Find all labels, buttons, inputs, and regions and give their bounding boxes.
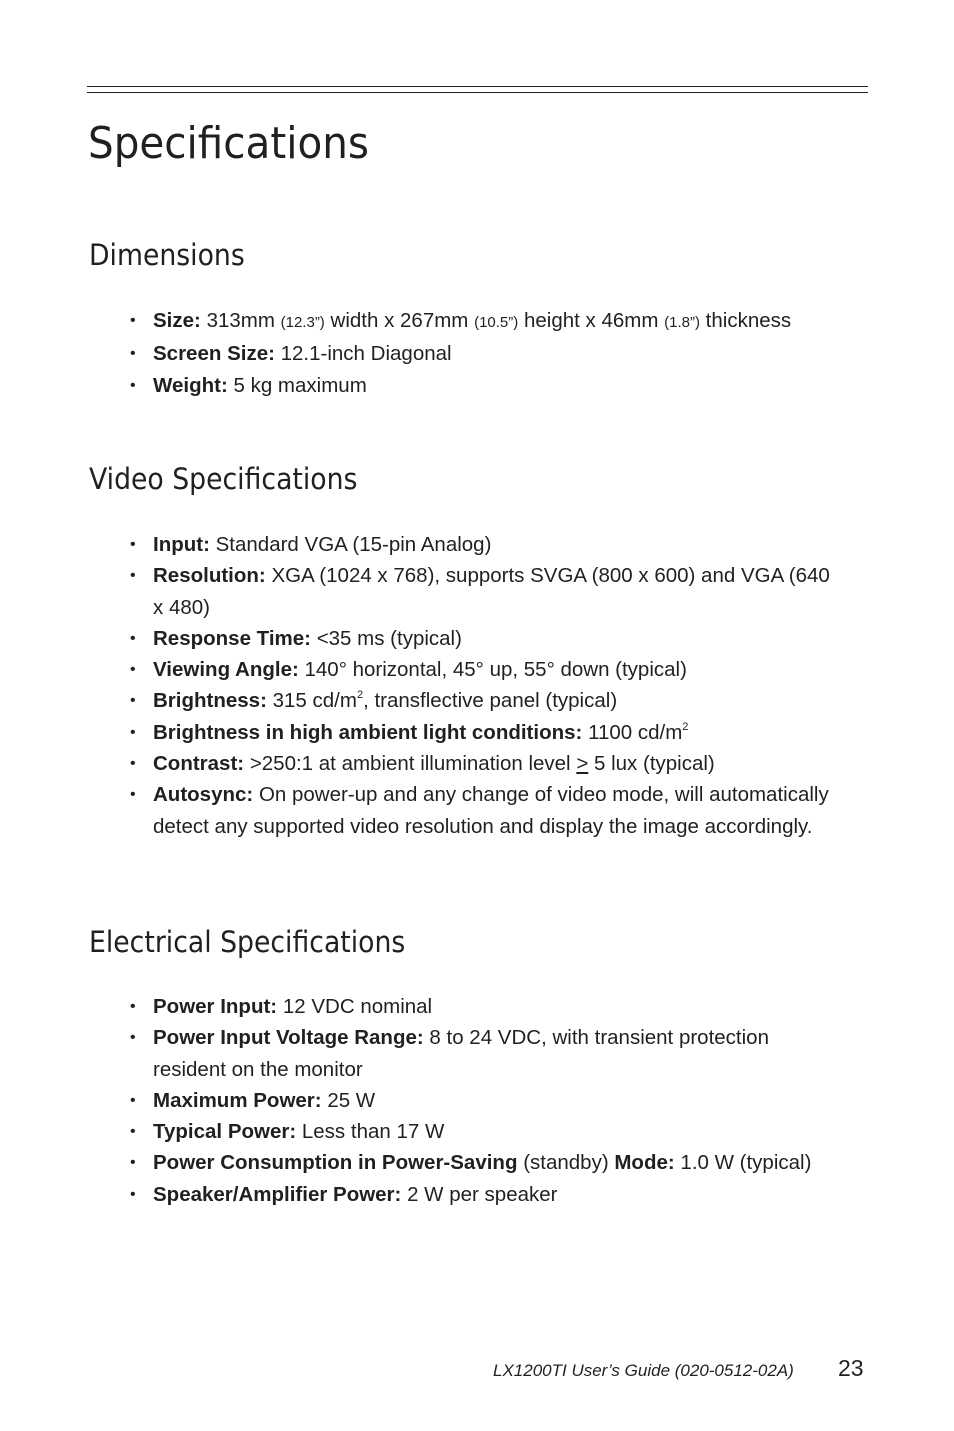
list-item-screen-size [0,338,954,369]
list-item-power-input [0,991,954,1022]
list-item-viewing-angle [0,654,954,685]
dimensions-heading: Dimensions [89,238,245,272]
power-saving-standby: (standby) [523,1151,609,1175]
brightness-value-suffix: , transflective panel (typical) [363,689,618,713]
response-time-label: Response Time: [153,626,311,650]
bullet-icon: • [130,1091,136,1109]
list-item-response-time [0,623,954,654]
maximum-power-label: Maximum Power: [153,1088,322,1112]
voltage-range-label: Power Input Voltage Range: [153,1026,424,1050]
bullet-icon: • [130,723,136,741]
size-height-word: height x 46mm [523,309,659,332]
list-item-contrast [0,748,954,779]
contrast-label: Contrast: [153,752,245,776]
bullet-icon: • [130,755,136,773]
bullet-icon: • [130,567,136,585]
speaker-power-label: Speaker/Amplifier Power: [153,1182,402,1206]
bullet-icon: • [130,1029,136,1047]
ambient-brightness-label: Brightness in high ambient light conditions: [153,720,583,744]
list-item-input [0,529,954,560]
power-saving-value: 1.0 W (typical) [680,1151,812,1175]
screen-size-label: Screen Size: [153,342,275,366]
autosync-label: Autosync: [153,783,254,807]
bullet-icon: • [130,1123,136,1141]
electrical-list [0,991,954,1210]
list-item-power-saving [0,1147,954,1178]
page-number: 23 [838,1355,864,1381]
bullet-icon: • [130,376,136,394]
size-height-inches: (10.5”) [474,314,519,331]
size-label: Size: [153,309,201,332]
ambient-brightness-superscript: 2 [682,720,689,733]
bullet-icon: • [130,629,136,647]
bullet-icon: • [130,312,136,329]
power-input-label: Power Input: [153,995,278,1018]
resolution-label: Resolution: [153,564,266,588]
autosync-value: On power-up and any change of video mode, will automatically detect any supported video resolution and display the image accordingly. [153,783,829,838]
typical-power-label: Typical Power: [153,1120,297,1144]
list-item-brightness [0,685,954,716]
list-item-weight [0,370,954,401]
maximum-power-value: 25 W [327,1088,376,1112]
bullet-icon: • [130,998,136,1015]
video-list [0,529,954,842]
list-item-resolution [0,560,954,623]
list-item-voltage-range [0,1022,954,1085]
bullet-icon: • [130,345,136,363]
size-width: 313mm [206,309,275,332]
size-width-word: width x 267mm [330,309,469,332]
power-saving-label: Power Consumption in Power-Saving [153,1151,518,1175]
bullet-icon: • [130,1185,136,1203]
dimensions-list [0,305,954,401]
viewing-angle-value: 140° horizontal, 45° up, 55° down (typical) [304,658,687,682]
list-item-size [0,305,954,338]
header-rule-bottom [87,92,868,93]
contrast-value: >250:1 at ambient illumination level [249,752,571,776]
input-value: Standard VGA (15-pin Analog) [215,533,492,556]
input-label: Input: [153,533,210,556]
bullet-icon: • [130,661,136,679]
brightness-value: 315 cd/m [272,689,357,713]
bullet-icon: • [130,536,136,553]
bullet-icon: • [130,786,136,804]
bullet-icon: • [130,692,136,710]
size-thickness-inches: (1.8”) [664,314,700,331]
typical-power-value: Less than 17 W [301,1120,445,1144]
response-time-value: <35 ms (typical) [316,626,462,650]
brightness-label: Brightness: [153,689,267,713]
list-item-autosync [0,779,954,842]
brightness-superscript: 2 [356,689,364,702]
list-item-typical-power [0,1116,954,1147]
screen-size-value: 12.1-inch Diagonal [280,342,452,366]
header-rule-top [87,86,868,87]
contrast-value-suffix: 5 lux (typical) [594,752,715,776]
greater-or-equal-symbol: > [576,752,589,776]
speaker-power-value: 2 W per speaker [407,1182,558,1206]
list-item-maximum-power [0,1085,954,1116]
list-item-ambient-brightness [0,717,954,748]
bullet-icon: • [130,1154,136,1172]
ambient-brightness-value: 1100 cd/m [588,720,683,744]
video-heading: Video Specifications [89,462,358,496]
page-title: Specifications [88,118,369,169]
size-width-inches: (12.3”) [280,314,325,331]
viewing-angle-label: Viewing Angle: [153,658,299,682]
footer-guide-title: LX1200TI User’s Guide (020-0512-02A) [493,1361,794,1380]
power-saving-mode-label: Mode: [614,1151,675,1175]
size-thickness-word: thickness [705,309,792,332]
voltage-range-value: 8 to 24 VDC, with transient protection resident on the monitor [153,1026,769,1081]
resolution-value: XGA (1024 x 768), supports SVGA (800 x 600) and VGA (640 x 480) [153,564,830,619]
weight-value: 5 kg maximum [233,373,367,397]
electrical-heading: Electrical Specifications [89,925,406,959]
list-item-speaker-power [0,1179,954,1210]
power-input-value: 12 VDC nominal [282,995,433,1018]
weight-label: Weight: [153,373,228,397]
